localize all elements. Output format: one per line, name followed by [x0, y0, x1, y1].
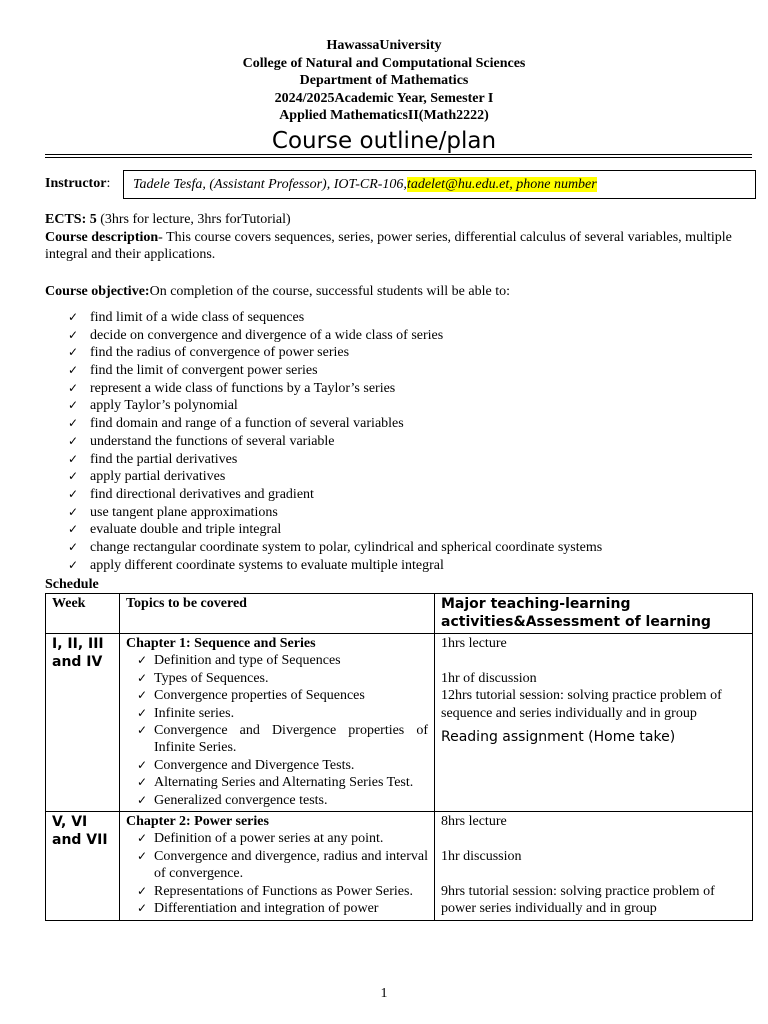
list-item: ✓ apply different coordinate systems to evaluate multiple integral: [68, 557, 444, 573]
header-topics: Topics to be covered: [120, 594, 435, 634]
chapter-title: Chapter 1: Sequence and Series: [126, 636, 316, 651]
activities-cell: [435, 812, 753, 920]
ects-label: ECTS: 5: [45, 212, 97, 227]
topic-list: [137, 830, 428, 917]
check-mark-icon: ✓: [137, 688, 148, 703]
activity-discussion: 1hr discussion: [441, 848, 522, 864]
check-mark-icon: ✓: [68, 469, 79, 484]
header-activities: Major teaching-learning activities&Assessment of learning: [435, 594, 753, 634]
list-item: ✓ Definition and type of Sequences: [137, 653, 341, 669]
activity-reading-assignment: Reading assignment (Home take): [441, 729, 676, 746]
header-divider-top: [45, 154, 752, 155]
check-mark-icon: ✓: [68, 363, 79, 378]
check-mark-icon: ✓: [137, 901, 148, 916]
check-mark-icon: ✓: [137, 723, 148, 738]
week-cell: V, VI and VII: [46, 812, 120, 920]
activity-lecture: 8hrs lecture: [441, 814, 507, 830]
list-item: ✓ understand the functions of several variable: [68, 433, 335, 449]
academic-year: 2024/2025Academic Year, Semester I: [274, 90, 494, 106]
check-mark-icon: ✓: [137, 757, 148, 772]
check-mark-icon: ✓: [68, 433, 79, 448]
instructor-info-box: [123, 170, 756, 199]
course-objective: [45, 283, 510, 300]
schedule-table: [45, 593, 753, 921]
check-mark-icon: ✓: [68, 504, 79, 519]
page-number: 1: [380, 986, 388, 1001]
list-item: ✓ Differentiation and integration of power: [137, 901, 379, 917]
check-mark-icon: ✓: [68, 557, 79, 572]
list-item: ✓ find limit of a wide class of sequences: [68, 310, 305, 325]
list-item: ✓ decide on convergence and divergence of a wide class of series: [68, 327, 444, 343]
list-item: ✓ represent a wide class of functions by a Taylor’s series: [68, 380, 396, 396]
chapter-title: Chapter 2: Power series: [126, 814, 269, 830]
activity-tutorial: 12hrs tutorial session: solving practice problem of sequence and series individually and in group: [441, 688, 722, 721]
list-item: ✓ Alternating Series and Alternating Series Test.: [137, 775, 414, 791]
check-mark-icon: ✓: [137, 670, 148, 685]
table-row: [46, 634, 753, 812]
university-name: HawassaUniversity: [326, 38, 442, 53]
check-mark-icon: ✓: [68, 486, 79, 501]
list-item: ✓ Representations of Functions as Power Series.: [137, 883, 413, 899]
week-cell: I, II, III and IV: [46, 634, 120, 812]
ects-line: [45, 211, 291, 228]
list-item: ✓ find the radius of convergence of power series: [68, 345, 350, 361]
list-item: ✓ find domain and range of a function of several variables: [68, 416, 404, 432]
activities-cell: [435, 634, 753, 812]
course-objective-intro: On completion of the course, successful students will be able to:: [149, 284, 510, 299]
activity-discussion: 1hr of discussion: [441, 670, 537, 686]
check-mark-icon: ✓: [68, 522, 79, 537]
instructor-contact-highlight: tadelet@hu.edu.et, phone number: [406, 177, 597, 192]
list-item: ✓ find the partial derivatives: [68, 451, 238, 467]
activity-tutorial: 9hrs tutorial session: solving practice problem of power series individually and in group: [441, 883, 715, 917]
list-item: ✓ use tangent plane approximations: [68, 504, 278, 520]
check-mark-icon: ✓: [68, 380, 79, 395]
list-item: ✓ Generalized convergence tests.: [137, 792, 328, 808]
topics-cell: [120, 812, 435, 920]
course-objective-label: Course objective:: [45, 284, 150, 299]
ects-hours: (3hrs for lecture, 3hrs forTutorial): [96, 212, 291, 227]
list-item: ✓ Convergence and Divergence properties of Infinite Series.: [137, 723, 428, 756]
check-mark-icon: ✓: [137, 848, 148, 863]
list-item: ✓ apply Taylor’s polynomial: [68, 398, 238, 414]
schedule-heading: Schedule: [45, 577, 99, 592]
course-name: Applied MathematicsII(Math2222): [279, 108, 489, 123]
check-mark-icon: ✓: [68, 327, 79, 342]
check-mark-icon: ✓: [68, 539, 79, 554]
page-title: Course outline/plan: [271, 127, 497, 154]
course-description-text: - This course covers sequences, series, power series, differential calculus of several variables, multiple integral and their applications.: [45, 230, 732, 263]
check-mark-icon: ✓: [137, 653, 148, 668]
list-item: ✓ change rectangular coordinate system to polar, cylindrical and spherical coordinate systems: [68, 539, 603, 555]
topics-cell: [120, 634, 435, 812]
header-week: Week: [46, 594, 120, 634]
instructor-label: Instructor:: [45, 176, 111, 191]
table-row: [46, 812, 753, 920]
course-description: [45, 229, 735, 264]
check-mark-icon: ✓: [68, 451, 79, 466]
list-item: ✓ Definition of a power series at any point.: [137, 831, 384, 847]
check-mark-icon: ✓: [137, 792, 148, 807]
document-header: [0, 37, 768, 156]
list-item: ✓ Types of Sequences.: [137, 670, 269, 686]
objective-list: [68, 309, 602, 574]
instructor-details: Tadele Tesfa, (Assistant Professor), IOT-CR-106,: [133, 177, 407, 192]
list-item: ✓ evaluate double and triple integral: [68, 522, 282, 538]
list-item: ✓ find directional derivatives and gradient: [68, 486, 314, 502]
topic-list: [137, 652, 428, 809]
list-item: ✓ find the limit of convergent power series: [68, 363, 318, 379]
college-name: College of Natural and Computational Sciences: [242, 55, 526, 71]
list-item: ✓ Convergence and divergence, radius and interval of convergence.: [137, 848, 428, 882]
check-mark-icon: ✓: [137, 705, 148, 720]
check-mark-icon: ✓: [68, 310, 79, 324]
check-mark-icon: ✓: [137, 883, 148, 898]
check-mark-icon: ✓: [68, 345, 79, 360]
course-description-label: Course description: [45, 230, 159, 245]
check-mark-icon: ✓: [68, 416, 79, 431]
activity-lecture: 1hrs lecture: [441, 636, 507, 651]
department-name: Department of Mathematics: [299, 73, 469, 88]
header-divider-bottom: [45, 157, 752, 158]
list-item: ✓ Convergence and Divergence Tests.: [137, 757, 355, 773]
check-mark-icon: ✓: [137, 775, 148, 790]
check-mark-icon: ✓: [137, 831, 148, 846]
list-item: ✓ Convergence properties of Sequences: [137, 688, 365, 704]
check-mark-icon: ✓: [68, 398, 79, 413]
list-item: ✓ apply partial derivatives: [68, 469, 226, 485]
table-header-row: [46, 594, 753, 634]
list-item: ✓ Infinite series.: [137, 705, 235, 721]
